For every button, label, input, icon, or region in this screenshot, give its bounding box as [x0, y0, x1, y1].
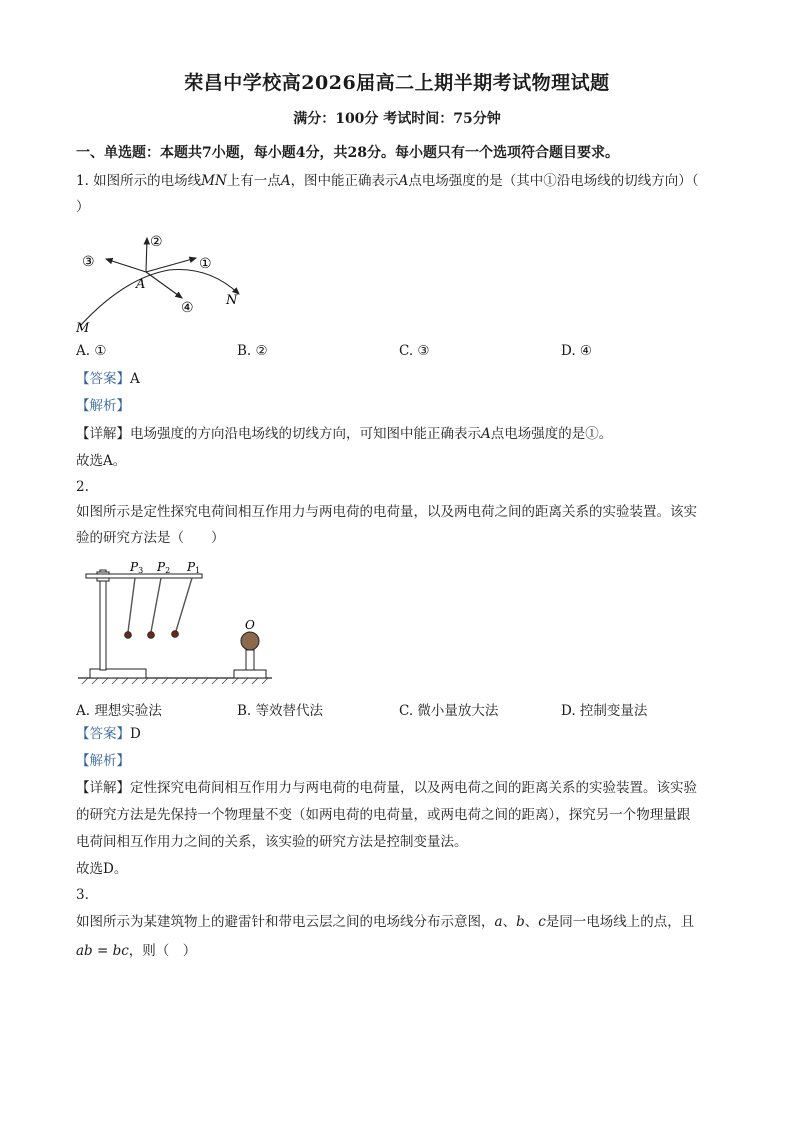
q3-stem-line2	[76, 941, 196, 961]
q2-stem-line2: 验的研究方法是（ ）	[76, 530, 225, 546]
answer-tag: 【答案】	[76, 371, 130, 387]
label-point-a: A	[136, 277, 146, 292]
ground-hatch	[82, 678, 268, 684]
answer-tag: 【答案】	[76, 726, 130, 742]
q3-number: 3.	[76, 887, 89, 903]
q3-stem-text: 如图所示为某建筑物上的避雷针和带电云层之间的电场线分布示意图，	[76, 914, 495, 930]
q1-option-a: A. ①	[76, 343, 107, 359]
label-circled-4: ④	[181, 300, 194, 316]
ball-p1	[172, 631, 179, 638]
q1-analysis-tag: 【解析】	[76, 398, 130, 414]
horizontal-bar	[86, 574, 202, 578]
q1-stem-part: 点电场强度的是（其中①沿电场线的切线方向）（	[408, 173, 699, 189]
label-o: O	[245, 618, 255, 632]
q3-sep: 、	[502, 914, 517, 930]
q2-option-a: A. 理想实验法	[76, 703, 162, 719]
arrow-3	[106, 259, 146, 272]
q2-detail-line3: 电荷间相互作用力之间的关系，该实验的研究方法是控制变量法。	[76, 834, 468, 850]
q2-detail-line2: 的研究方法是先保持一个物理量不变（如两电荷的电荷量，或两电荷之间的距离），探究另一个物理量跟	[76, 807, 691, 823]
q2-option-d: D. 控制变量法	[561, 703, 648, 719]
q1-var-a: A	[398, 173, 409, 189]
q1-stem-part: ，图中能正确表示	[290, 173, 399, 189]
q1-var-mn: MN	[201, 173, 227, 189]
ball-p2	[148, 632, 155, 639]
field-line-mn	[80, 270, 239, 327]
ball-p3	[125, 632, 132, 639]
detail-text: 点电场强度的是①。	[490, 426, 613, 442]
q1-var-a: A	[280, 173, 291, 189]
label-circled-3: ③	[82, 254, 95, 270]
q3-equation: ab = bc	[76, 943, 129, 959]
q1-option-b: B. ②	[237, 343, 268, 359]
q3-stem-text: ，则（ ）	[128, 943, 197, 959]
arrow-4	[146, 272, 182, 298]
q2-analysis-tag: 【解析】	[76, 753, 130, 769]
answer-value: D	[130, 726, 141, 742]
thread-p2	[151, 578, 161, 632]
thread-p1	[176, 578, 192, 631]
q2-detail-line1	[76, 778, 726, 798]
label-p2: P2	[157, 560, 171, 575]
label-n: N	[226, 293, 238, 308]
section-heading: 一、单选题：本题共7小题，每小题4分，共28分。每小题只有一个选项符合题目要求。	[76, 145, 619, 161]
q1-conclusion: 故选A。	[76, 453, 127, 469]
thread-p3	[128, 578, 135, 632]
q3-sep: 、	[524, 914, 539, 930]
detail-tag: 【详解】	[76, 426, 130, 442]
detail-text: 电场强度的方向沿电场线的切线方向，可知图中能正确表示	[130, 426, 481, 442]
q2-answer	[76, 724, 141, 744]
label-circled-1: ①	[199, 256, 212, 272]
q3-var-c: c	[538, 914, 546, 930]
q1-stem	[76, 171, 736, 191]
q2-option-c: C. 微小量放大法	[399, 703, 499, 719]
label-p3: P3	[130, 560, 144, 575]
label-p1: P1	[187, 560, 201, 575]
q3-stem-line1	[76, 912, 726, 932]
q1-option-d: D. ④	[561, 343, 593, 359]
page-title: 荣昌中学校高2026届高二上期半期考试物理试题	[184, 72, 610, 94]
q1-answer	[76, 369, 140, 389]
q1-stem-end: ）	[76, 199, 90, 215]
q2-stem-line1: 如图所示是定性探究电荷间相互作用力与两电荷的电荷量，以及两电荷之间的距离关系的实验装置。该实	[76, 504, 697, 520]
stand-base	[90, 669, 146, 678]
stand-rod	[100, 570, 106, 670]
arrow-2	[146, 238, 147, 272]
q3-var-a: a	[494, 914, 503, 930]
q2-number: 2.	[76, 479, 89, 495]
q1-stem-part: 1. 如图所示的电场线	[76, 173, 202, 189]
exam-info: 满分：100分 考试时间：75分钟	[293, 111, 501, 127]
q2-option-b: B. 等效替代法	[237, 703, 324, 719]
q3-stem-text: 是同一电场线上的点，且	[545, 914, 695, 930]
q3-var-b: b	[516, 914, 525, 930]
o-stand-post	[246, 650, 254, 670]
detail-text: 定性探究电荷间相互作用力与两电荷的电荷量，以及两电荷之间的距离关系的实验装置。该实验	[130, 780, 697, 796]
q1-detail	[76, 424, 736, 444]
q1-option-c: C. ③	[399, 343, 430, 359]
detail-var-a: A	[481, 426, 491, 442]
answer-value: A	[130, 371, 140, 387]
q2-apparatus-figure	[76, 556, 276, 688]
label-circled-2: ②	[150, 234, 163, 250]
q1-stem-part: 上有一点	[226, 173, 281, 189]
q2-conclusion: 故选D。	[76, 861, 128, 877]
label-m: M	[76, 321, 90, 336]
detail-tag: 【详解】	[76, 780, 130, 796]
sphere-o	[241, 632, 259, 650]
o-stand-base	[234, 670, 266, 678]
q1-field-line-figure	[74, 228, 264, 338]
